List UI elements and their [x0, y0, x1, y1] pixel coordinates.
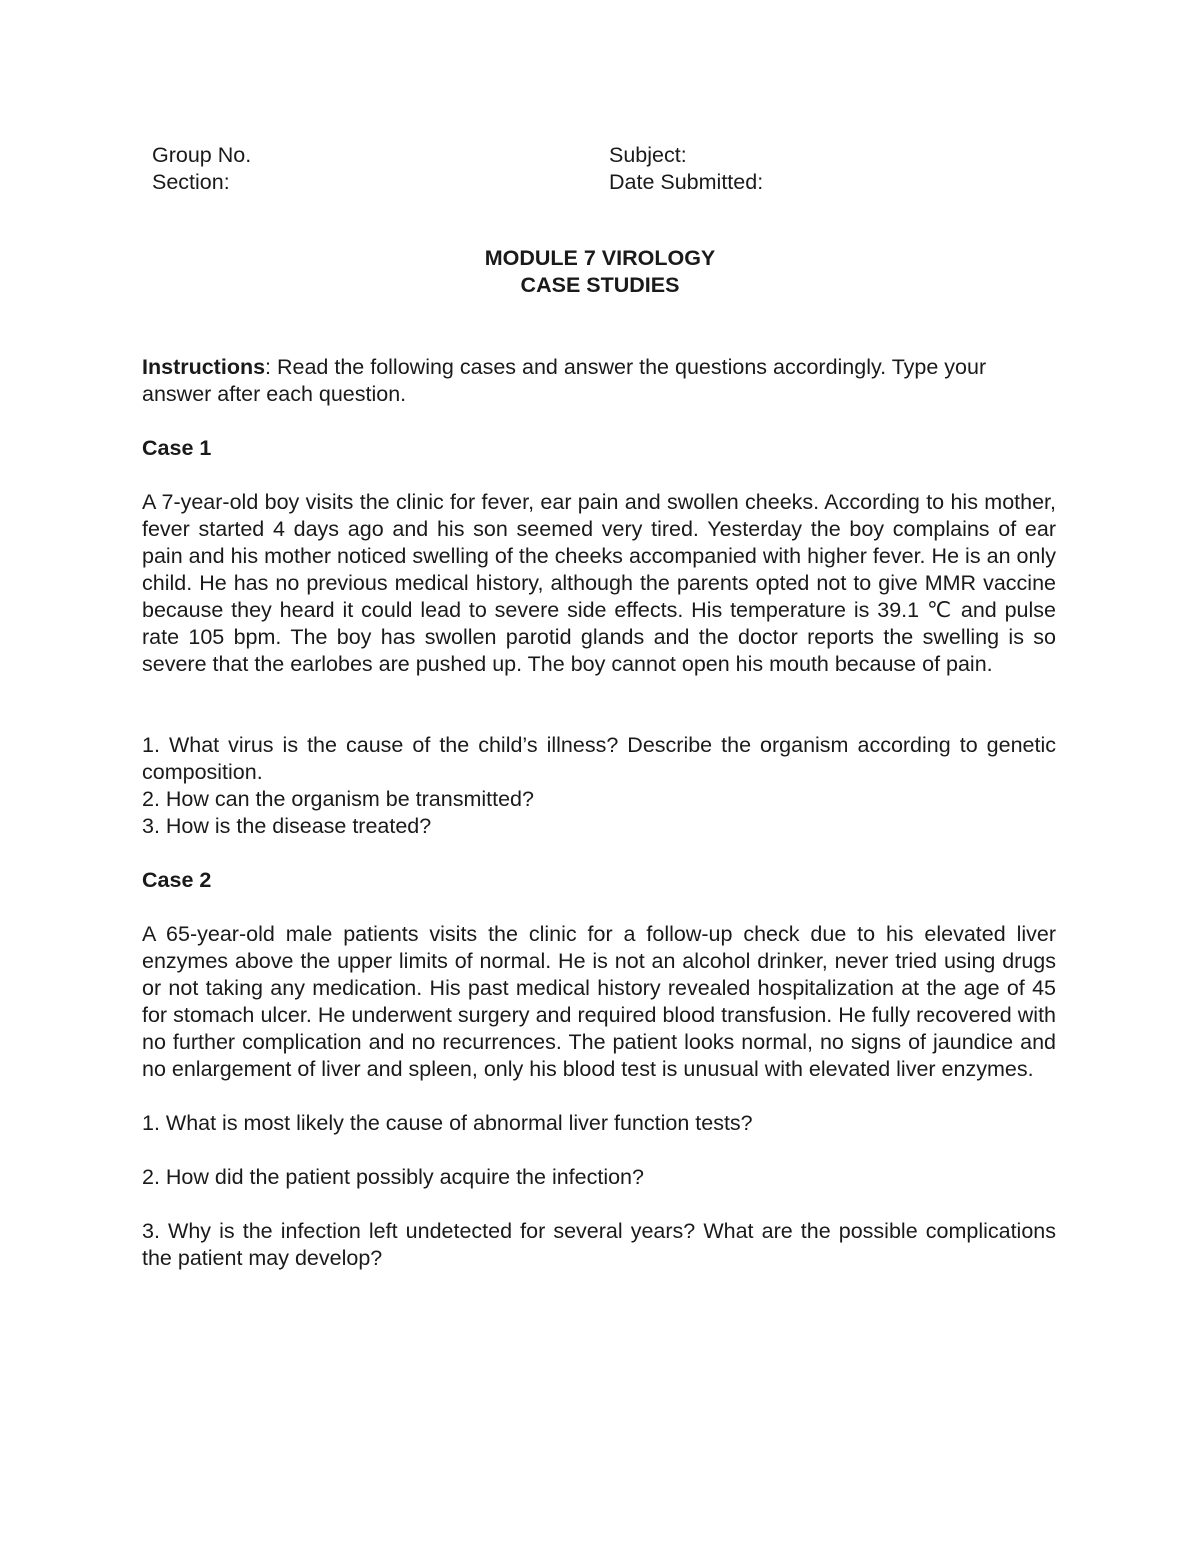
instructions-text: : Read the following cases and answer the questions accordingly. Type your answer after each question.	[142, 355, 987, 406]
section-label: Section:	[152, 170, 230, 194]
date-submitted-label: Date Submitted:	[609, 170, 764, 194]
group-no-label: Group No.	[152, 143, 252, 167]
case-1-question-2: 2. How can the organism be transmitted?	[142, 787, 534, 811]
title-line-1: MODULE 7 VIROLOGY	[484, 246, 716, 270]
case-1-question-1: 1. What virus is the cause of the child’s illness? Describe the organism according to genetic composition.	[142, 733, 1056, 784]
header-row-2	[152, 169, 852, 196]
case-2-body: A 65-year-old male patients visits the clinic for a follow-up check due to his elevated liver enzymes above the upper limits of normal. He is not an alcohol drinker, never tried using drugs or not taking any medication. His past medical history revealed hospitalization at the age of 45 for stomach ulcer. He underwent surgery and required blood transfusion. He fully recovered with no further complication and no recurrences. The patient looks normal, no signs of jaundice and no enlargement of liver and spleen, only his blood test is unusual with elevated liver enzymes.	[142, 922, 1056, 1081]
document-title	[0, 245, 1200, 299]
instructions-label: Instructions	[142, 355, 266, 379]
case-1-body: A 7-year-old boy visits the clinic for fever, ear pain and swollen cheeks. According to his mother, fever started 4 days ago and his son seemed very tired. Yesterday the boy complains of ear pain and his mother noticed swelling of the cheeks accompanied with higher fever. He is an only child. He has no previous medical history, although the parents opted not to give MMR vaccine because they heard it could lead to severe side effects. His temperature is 39.1 ℃ and pulse rate 105 bpm. The boy has swollen parotid glands and the doctor reports the swelling is so severe that the earlobes are pushed up. The boy cannot open his mouth because of pain.	[142, 490, 1056, 676]
subject-label: Subject:	[609, 143, 687, 167]
header-fields	[152, 142, 852, 196]
case-2-question-3: 3. Why is the infection left undetected for several years? What are the possible complications the patient may develop?	[142, 1219, 1056, 1270]
case-1-question-3: 3. How is the disease treated?	[142, 814, 432, 838]
instructions-paragraph	[142, 354, 1056, 408]
case-1-heading: Case 1	[142, 436, 212, 460]
case-2-question-1: 1. What is most likely the cause of abnormal liver function tests?	[142, 1111, 753, 1135]
header-row-1	[152, 142, 852, 169]
case-2-question-2: 2. How did the patient possibly acquire the infection?	[142, 1165, 644, 1189]
document-body	[142, 354, 1056, 1272]
case-2-heading: Case 2	[142, 868, 212, 892]
title-line-2: CASE STUDIES	[520, 273, 680, 297]
